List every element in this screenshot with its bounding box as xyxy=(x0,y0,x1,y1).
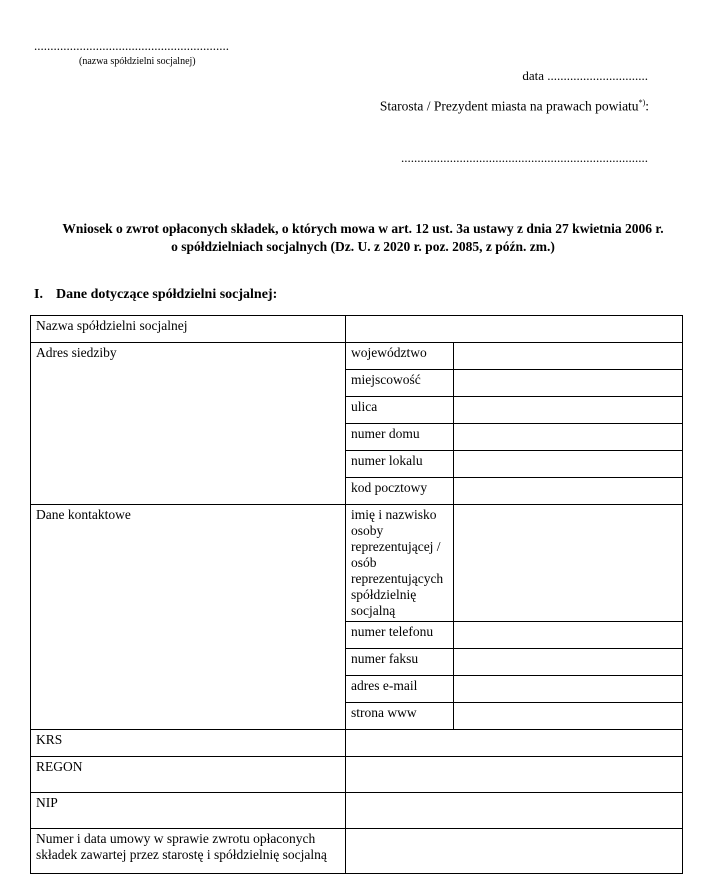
table-row xyxy=(31,829,683,874)
krs-label-cell: KRS xyxy=(31,730,346,757)
addressee-line xyxy=(380,98,649,115)
contact-label-cell: Dane kontaktowe xyxy=(31,505,346,730)
document-title xyxy=(0,220,726,256)
krs-value-cell[interactable] xyxy=(346,730,683,757)
section-heading xyxy=(34,287,277,303)
contact-field-value[interactable] xyxy=(454,676,683,703)
nip-value-cell[interactable] xyxy=(346,793,683,829)
section-title: Dane dotyczące spółdzielni socjalnej: xyxy=(56,287,278,302)
name-value-cell[interactable] xyxy=(346,316,683,343)
cooperative-data-table xyxy=(30,315,683,874)
address-field-value[interactable] xyxy=(454,451,683,478)
address-field-value[interactable] xyxy=(454,478,683,505)
address-field-label: numer lokalu xyxy=(346,451,454,478)
regon-value-cell[interactable] xyxy=(346,757,683,793)
date-line: data ............................... xyxy=(522,68,648,83)
address-label-cell: Adres siedziby xyxy=(31,343,346,505)
name-label-cell: Nazwa spółdzielni socjalnej xyxy=(31,316,346,343)
address-field-label: numer domu xyxy=(346,424,454,451)
addressee-text: Starosta / Prezydent miasta na prawach powiatu xyxy=(379,98,639,114)
table-row xyxy=(31,793,683,829)
contact-field-value[interactable] xyxy=(454,505,683,622)
agreement-label-cell: Numer i data umowy w sprawie zwrotu opłaconych składek zawartej przez starostę i spółdzielnię socjalną xyxy=(31,829,346,874)
contact-field-label: imię i nazwisko osoby reprezentującej / osób reprezentujących spółdzielnię socjalną xyxy=(346,505,454,622)
contact-field-label: strona www xyxy=(346,703,454,730)
org-name-dotted-line: ............................................................ xyxy=(34,38,229,53)
org-name-caption: (nazwa spółdzielni socjalnej) xyxy=(79,56,196,67)
contact-field-label: adres e-mail xyxy=(346,676,454,703)
address-field-value[interactable] xyxy=(454,397,683,424)
title-line-1: Wniosek o zwrot opłaconych składek, o których mowa w art. 12 ust. 3a ustawy z dnia 27 kwietnia 2006 r. xyxy=(62,221,664,236)
nip-label-cell: NIP xyxy=(31,793,346,829)
addressee-colon: : xyxy=(645,98,649,114)
address-field-label: województwo xyxy=(346,343,454,370)
addressee-dotted-line: ............................................................................ xyxy=(401,150,648,165)
address-field-label: miejscowość xyxy=(346,370,454,397)
table-row xyxy=(31,505,683,622)
table-row xyxy=(31,343,683,370)
agreement-value-cell[interactable] xyxy=(346,829,683,874)
address-field-value[interactable] xyxy=(454,370,683,397)
address-field-label: kod pocztowy xyxy=(346,478,454,505)
contact-field-label: numer telefonu xyxy=(346,622,454,649)
address-field-value[interactable] xyxy=(454,343,683,370)
address-field-value[interactable] xyxy=(454,424,683,451)
contact-field-value[interactable] xyxy=(454,703,683,730)
title-line-2: o spółdzielniach socjalnych (Dz. U. z 2020 r. poz. 2085, z późn. zm.) xyxy=(171,239,555,254)
address-field-label: ulica xyxy=(346,397,454,424)
contact-field-label: numer faksu xyxy=(346,649,454,676)
table-row xyxy=(31,757,683,793)
table-row xyxy=(31,730,683,757)
footnote-mark: *) xyxy=(638,98,646,107)
contact-field-value[interactable] xyxy=(454,622,683,649)
regon-label-cell: REGON xyxy=(31,757,346,793)
table-row xyxy=(31,316,683,343)
section-number: I. xyxy=(34,287,43,302)
contact-field-value[interactable] xyxy=(454,649,683,676)
